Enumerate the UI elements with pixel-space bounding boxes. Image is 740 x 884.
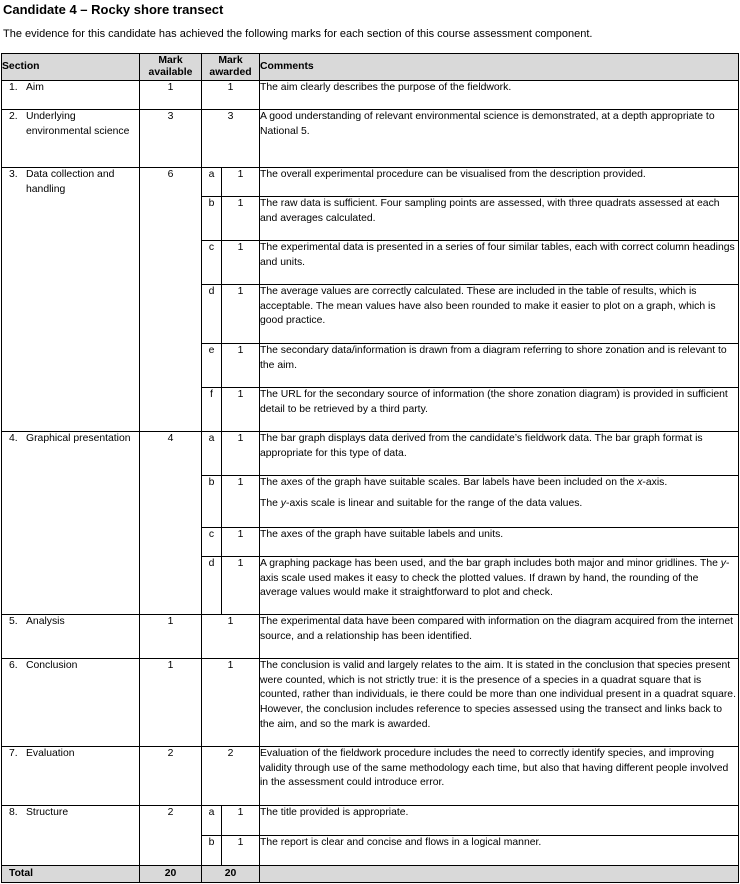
section-name: Conclusion	[26, 660, 78, 671]
comment: The experimental data is presented in a series of four similar tables, each with correct column headings and units.	[260, 241, 739, 285]
table-row	[2, 432, 739, 476]
header-mark-awarded	[202, 54, 260, 81]
sub-letter: c	[202, 241, 222, 285]
comment: The axes of the graph have suitable labels and units.	[260, 528, 739, 557]
comment: The title provided is appropriate.	[260, 806, 739, 836]
comment-line	[260, 476, 738, 491]
sub-mark: 1	[222, 836, 260, 866]
section-number: 7.	[9, 748, 18, 759]
header-mark-available	[140, 54, 202, 81]
sub-letter: d	[202, 557, 222, 615]
table-row	[2, 659, 739, 747]
total-label: Total	[2, 866, 140, 883]
sub-letter: b	[202, 476, 222, 528]
section-name: Aim	[26, 82, 44, 93]
comment: The experimental data have been compared with information on the diagram acquired from the internet source, and a relationship has been identified.	[260, 615, 739, 659]
section-cell	[2, 747, 140, 806]
mark-available: 1	[140, 659, 202, 747]
mark-available: 6	[140, 168, 202, 432]
page-title: Candidate 4 – Rocky shore transect	[3, 2, 224, 17]
sub-mark: 1	[222, 168, 260, 197]
mark-available: 1	[140, 615, 202, 659]
comment: The aim clearly describes the purpose of the fieldwork.	[260, 81, 739, 110]
section-name: Underlying environmental science	[26, 111, 130, 137]
section-name: Analysis	[26, 616, 65, 627]
comment: The raw data is sufficient. Four sampling points are assessed, with three quadrats assessed at each and averages calculated.	[260, 197, 739, 241]
sub-mark: 1	[222, 197, 260, 241]
section-name: Graphical presentation	[26, 433, 131, 444]
sub-mark: 1	[222, 285, 260, 344]
section-cell	[2, 432, 140, 615]
section-number: 5.	[9, 616, 18, 627]
section-cell	[2, 110, 140, 168]
total-row	[2, 866, 739, 883]
section-cell	[2, 659, 140, 747]
table-row	[2, 81, 739, 110]
table-row	[2, 806, 739, 836]
table-row	[2, 110, 739, 168]
sub-letter: f	[202, 388, 222, 432]
table-row	[2, 168, 739, 197]
section-cell	[2, 806, 140, 866]
sub-letter: b	[202, 197, 222, 241]
sub-mark: 1	[222, 557, 260, 615]
mark-available: 1	[140, 81, 202, 110]
section-number: 8.	[9, 807, 18, 818]
comment: The overall experimental procedure can be visualised from the description provided.	[260, 168, 739, 197]
comment	[260, 476, 739, 528]
sub-mark: 1	[222, 476, 260, 528]
section-number: 2.	[9, 111, 18, 122]
mark-available: 3	[140, 110, 202, 168]
comment: The report is clear and concise and flows in a logical manner.	[260, 836, 739, 866]
mark-awarded: 1	[202, 615, 260, 659]
total-comment	[260, 866, 739, 883]
section-name: Evaluation	[26, 748, 75, 759]
sub-mark: 1	[222, 388, 260, 432]
comment-text: The axes of the graph have suitable scales. Bar labels have been included on the	[260, 477, 638, 488]
comment-text: -axis scale is linear and suitable for the range of the data values.	[286, 497, 583, 509]
comment	[260, 557, 739, 615]
mark-awarded: 2	[202, 747, 260, 806]
comment-text: -axis scale used makes it easy to check the plotted values. If drawn by hand, the rounding of the average values would make it straightforward to plot and check.	[260, 558, 730, 599]
sub-mark: 1	[222, 344, 260, 388]
section-name: Data collection and handling	[26, 169, 115, 195]
sub-mark: 1	[222, 432, 260, 476]
section-number: 1.	[9, 82, 18, 93]
comment-emphasis: y	[280, 497, 286, 509]
header-available-line1: Mark	[158, 55, 183, 66]
comment: The bar graph displays data derived from the candidate’s fieldwork data. The bar graph format is appropriate for this type of data.	[260, 432, 739, 476]
comment-text: A graphing package has been used, and the bar graph includes both major and minor gridlines. The	[260, 558, 721, 569]
comment: The URL for the secondary source of information (the shore zonation diagram) is provided in sufficient detail to be retrieved by a third party.	[260, 388, 739, 432]
header-row	[2, 54, 739, 81]
mark-awarded: 1	[202, 659, 260, 747]
section-number: 6.	[9, 660, 18, 671]
table-row	[2, 615, 739, 659]
sub-letter: c	[202, 528, 222, 557]
section-cell	[2, 81, 140, 110]
comment-line	[260, 497, 738, 512]
comment: The average values are correctly calculated. These are included in the table of results, which is acceptable. The mean values have also been rounded to make it easier to plot on a graph, which is good practice.	[260, 285, 739, 344]
comment: The secondary data/information is drawn from a diagram referring to shore zonation and is relevant to the aim.	[260, 344, 739, 388]
sub-letter: e	[202, 344, 222, 388]
comment-text: -axis.	[642, 477, 668, 488]
header-comments: Comments	[260, 54, 739, 81]
header-awarded-line2: awarded	[209, 67, 252, 78]
sub-letter: d	[202, 285, 222, 344]
section-cell	[2, 168, 140, 432]
total-available: 20	[140, 866, 202, 883]
section-name: Structure	[26, 807, 69, 818]
sub-letter: a	[202, 806, 222, 836]
section-number: 3.	[9, 169, 18, 180]
section-number: 4.	[9, 433, 18, 444]
sub-letter: a	[202, 432, 222, 476]
mark-available: 2	[140, 747, 202, 806]
total-awarded: 20	[202, 866, 260, 883]
mark-awarded: 3	[202, 110, 260, 168]
table-row	[2, 747, 739, 806]
marks-table	[1, 53, 739, 883]
intro-text: The evidence for this candidate has achieved the following marks for each section of this course assessment component.	[3, 28, 593, 40]
comment-emphasis: x	[637, 477, 643, 488]
comment: Evaluation of the fieldwork procedure includes the need to correctly identify species, and improving validity through use of the same methodology each time, but also that having different people involved in the assessment could introduce error.	[260, 747, 739, 806]
header-awarded-line1: Mark	[218, 55, 243, 66]
comment: The conclusion is valid and largely relates to the aim. It is stated in the conclusion that species present were counted, which is not strictly true: it is the presence of a species in a quadrat square that is counted, rather than individuals, ie there could be more than one individual present in a quadrat square. However, the conclusion includes reference to species assessed using the transect and links back to the aim, and so the mark is awarded.	[260, 659, 739, 747]
header-available-line2: available	[148, 67, 193, 78]
sub-letter: b	[202, 836, 222, 866]
sub-mark: 1	[222, 806, 260, 836]
sub-mark: 1	[222, 528, 260, 557]
sub-mark: 1	[222, 241, 260, 285]
mark-awarded: 1	[202, 81, 260, 110]
comment-text: The	[260, 497, 281, 509]
mark-available: 2	[140, 806, 202, 866]
comment: A good understanding of relevant environmental science is demonstrated, at a depth appropriate to National 5.	[260, 110, 739, 168]
header-section: Section	[2, 54, 140, 81]
sub-letter: a	[202, 168, 222, 197]
comment-emphasis: y	[720, 558, 726, 569]
section-cell	[2, 615, 140, 659]
mark-available: 4	[140, 432, 202, 615]
